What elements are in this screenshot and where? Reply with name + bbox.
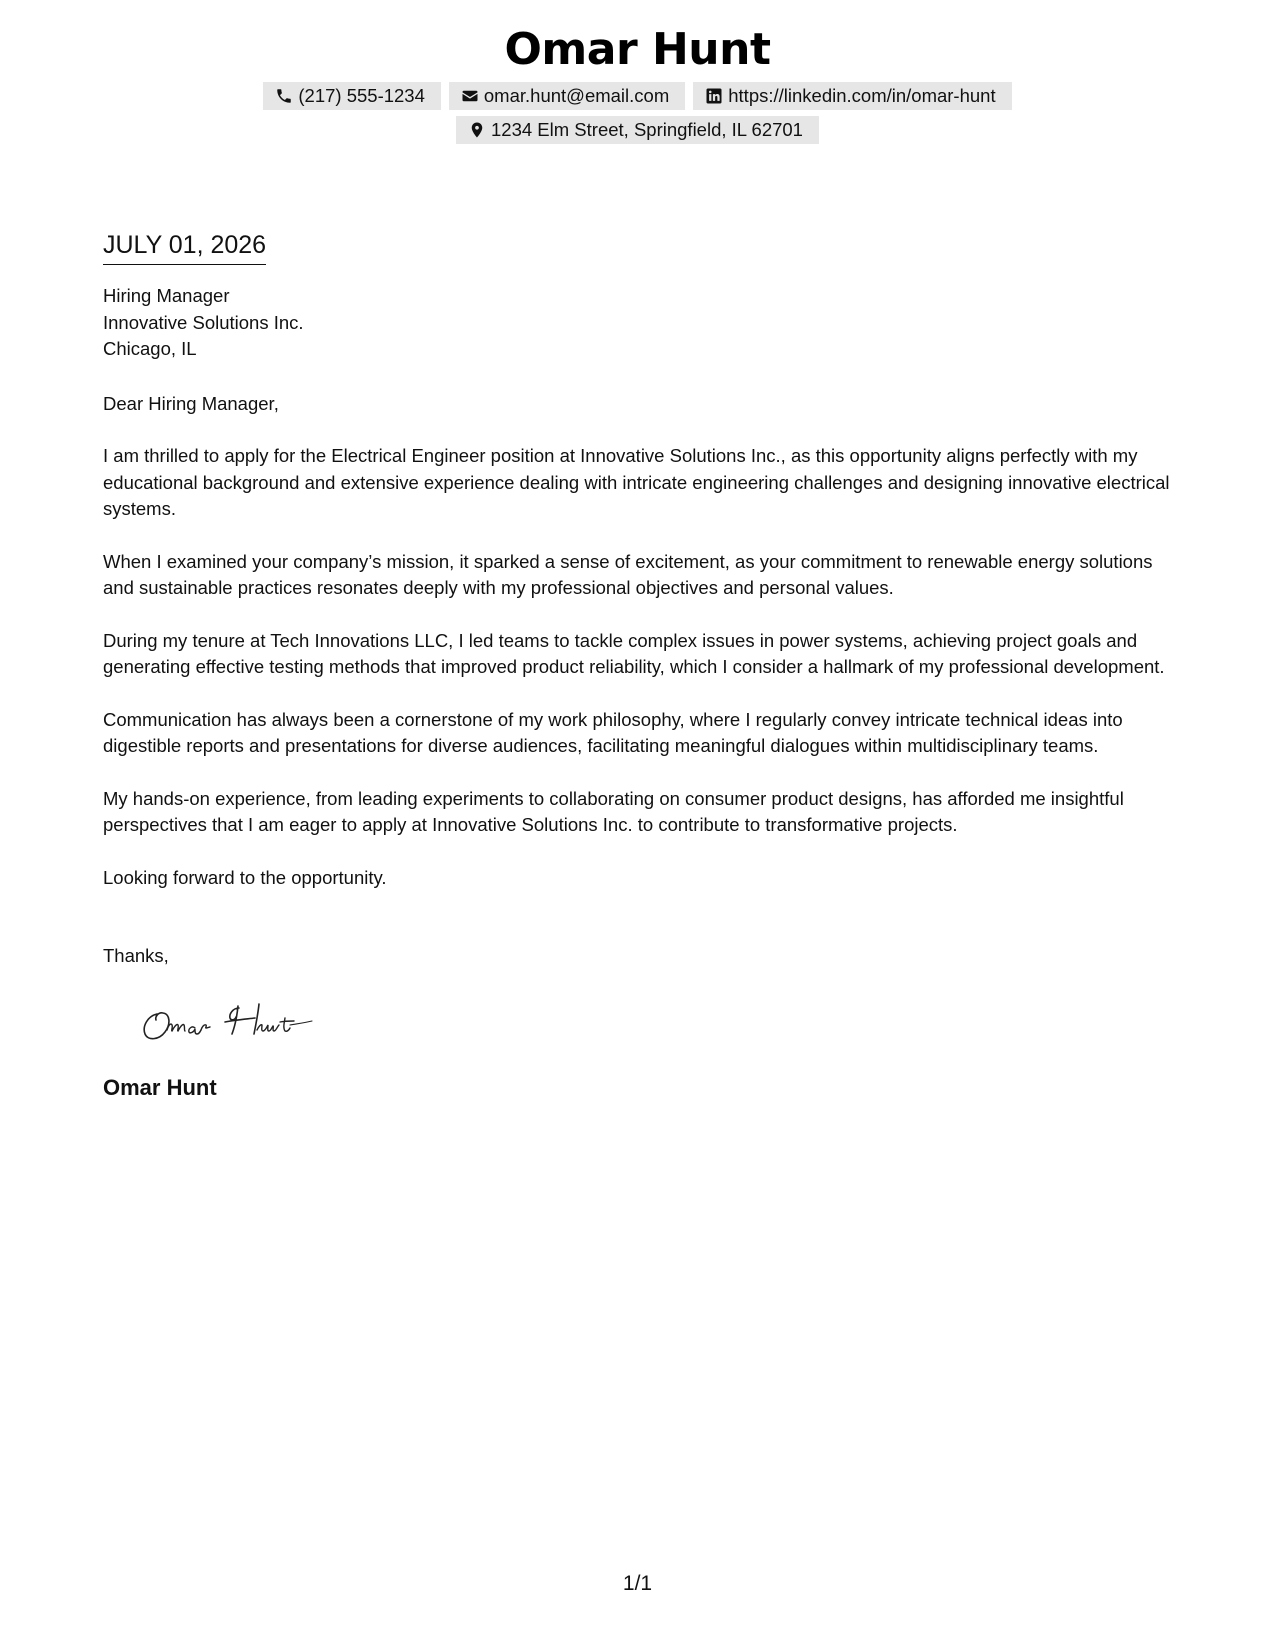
body-paragraph: Communication has always been a cornerstone of my work philosophy, where I regularly convey intricate technical ideas into digestible reports and presentations for diverse audiences, facilitating meaningful dialogues within multidisciplinary teams.: [103, 708, 1123, 756]
email-chip[interactable]: [449, 82, 685, 110]
recipient-title: Hiring Manager: [103, 285, 230, 306]
body-paragraph: My hands-on experience, from leading experiments to collaborating on consumer product designs, has afforded me insightful perspectives that I am eager to apply at Innovative Solutions Inc. to contribute to transformative projects.: [103, 787, 1124, 835]
address-chip: [456, 116, 819, 144]
linkedin-icon: [705, 87, 723, 105]
contact-row: [0, 82, 1275, 110]
phone-icon: [275, 87, 293, 105]
envelope-icon: [461, 87, 479, 105]
signoff: Thanks,: [103, 945, 169, 966]
address-row: [0, 116, 1275, 144]
page-number: 1/1: [622, 1572, 653, 1595]
letter-header: [0, 22, 1275, 144]
address-text: 1234 Elm Street, Springfield, IL 62701: [491, 119, 803, 140]
body-paragraph: During my tenure at Tech Innovations LLC, I led teams to tackle complex issues in power systems, achieving project goals and generating effective testing methods that improved product reliability, which I consider a hallmark of my professional development.: [103, 629, 1165, 677]
body-paragraph: When I examined your company’s mission, it sparked a sense of excitement, as your commitment to renewable energy solutions and sustainable practices resonates deeply with my professional objectives and personal values.: [103, 550, 1153, 598]
recipient-location: Chicago, IL: [103, 338, 197, 359]
closing-line: Looking forward to the opportunity.: [103, 866, 387, 888]
signer-name: Omar Hunt: [103, 1075, 217, 1100]
linkedin-chip[interactable]: [693, 82, 1011, 110]
phone-chip[interactable]: [263, 82, 441, 110]
handwritten-signature: [135, 992, 335, 1052]
letter-body: [103, 228, 1178, 1103]
greeting: Dear Hiring Manager,: [103, 392, 279, 414]
linkedin-text: https://linkedin.com/in/omar-hunt: [728, 85, 996, 106]
letter-date: JULY 01, 2026: [103, 228, 266, 265]
body-paragraph: I am thrilled to apply for the Electrical Engineer position at Innovative Solutions Inc., as this opportunity aligns perfectly with my educational background and extensive experience dealing with intricate engineering challenges and designing innovative electrical systems.: [103, 445, 1170, 519]
map-pin-icon: [468, 121, 486, 139]
applicant-name: Omar Hunt: [504, 24, 771, 75]
recipient-block: [103, 283, 1178, 363]
email-text: omar.hunt@email.com: [483, 85, 670, 106]
phone-text: (217) 555-1234: [298, 85, 425, 106]
recipient-company: Innovative Solutions Inc.: [103, 311, 304, 333]
